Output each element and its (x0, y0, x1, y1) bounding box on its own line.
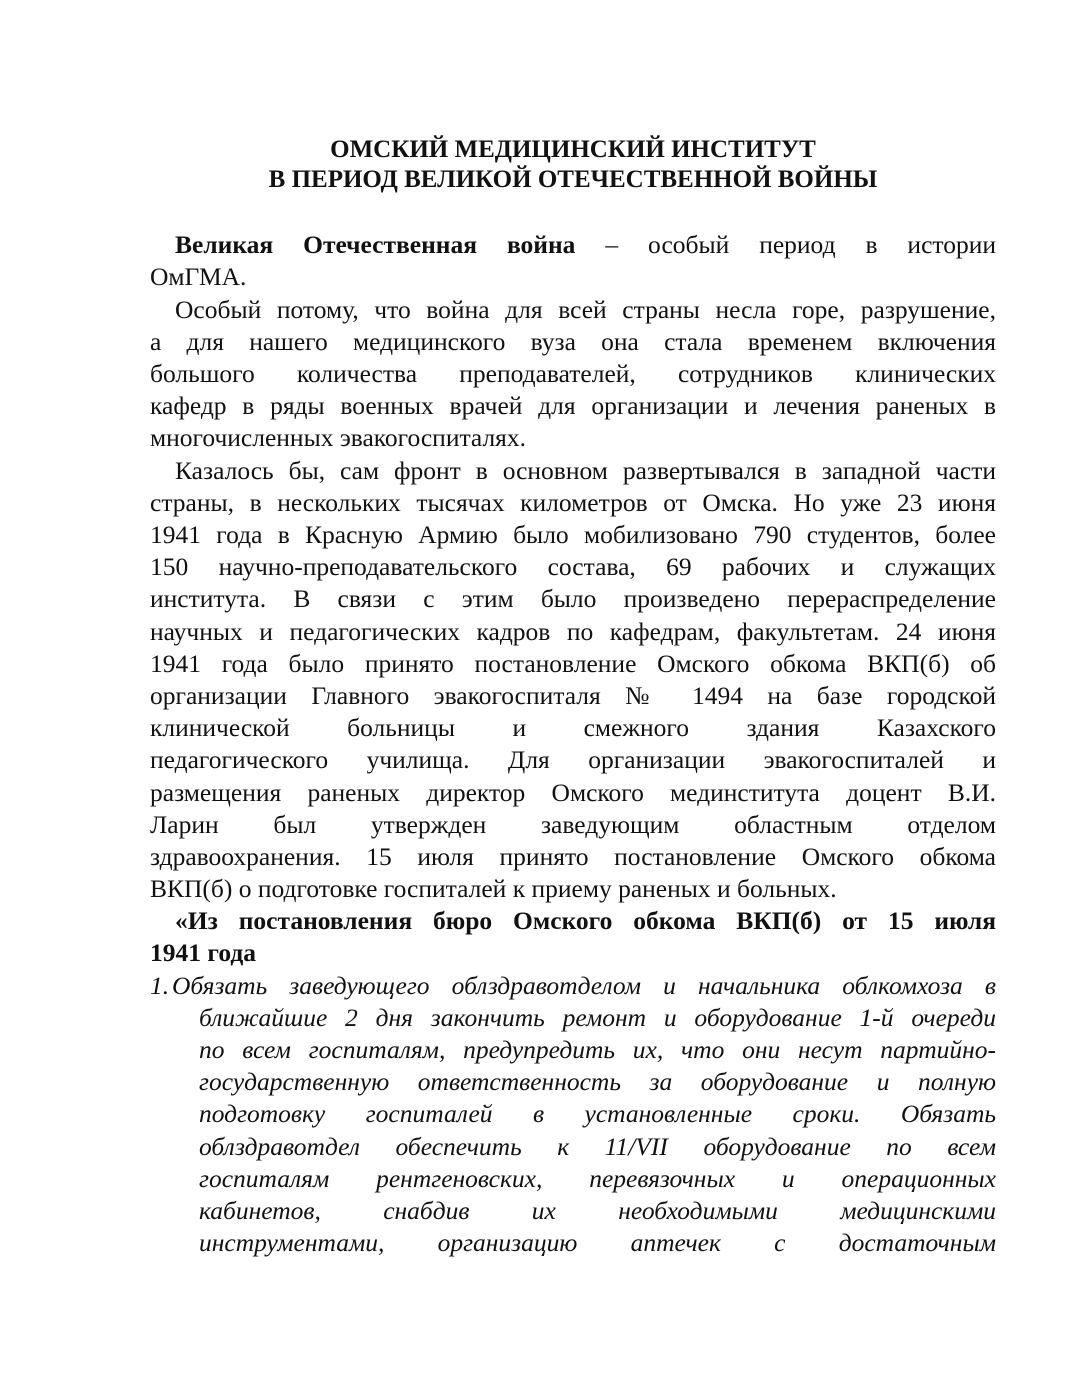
paragraph-1-rest: – особый период в истории (605, 230, 997, 259)
paragraph-3-line: здравоохранения. 15 июля принято постановление Омского обкома (150, 842, 996, 871)
list-item-line: ближайшие 2 дня закончить ремонт и оборудование 1-й очереди (199, 1003, 996, 1032)
page-title (150, 135, 996, 195)
quote-heading-line: «Из постановления бюро Омского обкома ВКП(б) от 15 июля (175, 906, 996, 935)
paragraph-2-line: Особый потому, что война для всей страны несла горе, разрушение, (175, 295, 996, 324)
title-line-2: В ПЕРИОД ВЕЛИКОЙ ОТЕЧЕСТВЕННОЙ ВОЙНЫ (268, 166, 878, 193)
paragraph-3-line: 150 научно-преподавательского состава, 69 рабочих и служащих (150, 552, 996, 581)
paragraph-3-line: Ларин был утвержден заведующим областным отделом (150, 810, 996, 839)
paragraph-3-line: 1941 года было принято постановление Омского обкома ВКП(б) об (150, 649, 996, 678)
paragraph-1-bold-phrase: Великая Отечественная война (175, 230, 576, 259)
paragraph-3-line: научных и педагогических кадров по кафедрам, факультетам. 24 июня (150, 617, 996, 646)
list-item-line: подготовку госпиталей в установленные сроки. Обязать (199, 1099, 996, 1128)
paragraph-3-line: организации Главного эвакогоспиталя № 1494 на базе городской (150, 681, 996, 710)
paragraph-3-line: Казалось бы, сам фронт в основном развертывался в западной части (175, 456, 996, 485)
quote-heading-line: 1941 года (150, 938, 256, 967)
list-item-first-line (150, 970, 996, 1002)
paragraph-1-line-2: ОмГМА. (150, 262, 247, 291)
paragraph-3-line: размещения раненых директор Омского мединститута доцент В.И. (150, 778, 996, 807)
list-item-line: кабинетов, снабдив их необходимыми медицинскими (199, 1196, 996, 1225)
paragraph-3-line: педагогического училища. Для организации эвакогоспиталей и (150, 745, 996, 774)
list-item-line: инструментами, организацию аптечек с достаточным (199, 1228, 996, 1257)
list-item-text: Обязать заведующего облздравотделом и начальника облкомхоза в (172, 971, 996, 1000)
paragraph-2-line: а для нашего медицинского вуза она стала временем включения (150, 327, 996, 356)
paragraph-3-line: клинической больницы и смежного здания Казахского (150, 713, 996, 742)
paragraph-3-line: 1941 года в Красную Армию было мобилизовано 790 студентов, более (150, 520, 996, 549)
title-line-1: ОМСКИЙ МЕДИЦИНСКИЙ ИНСТИТУТ (330, 136, 816, 163)
paragraph-2-line: большого количества преподавателей, сотрудников клинических (150, 359, 996, 388)
paragraph-3-line: страны, в нескольких тысячах километров от Омска. Но уже 23 июня (150, 488, 996, 517)
paragraph-2-line: кафедр в ряды военных врачей для организации и лечения раненых в (150, 391, 996, 420)
list-item-line: по всем госпиталям, предупредить их, что они несут партийно- (199, 1035, 996, 1064)
list-item-line: государственную ответственность за оборудование и полную (199, 1067, 996, 1096)
paragraph-1-line-1 (175, 229, 996, 261)
list-item-line: облздравотдел обеспечить к 11/VII оборудование по всем (199, 1132, 996, 1161)
list-item-number: 1. (150, 971, 170, 1000)
list-item-line: госпиталям рентгеновских, перевязочных и операционных (199, 1164, 996, 1193)
paragraph-2-line: многочисленных эвакогоспиталях. (150, 423, 527, 452)
paragraph-3-line: ВКП(б) о подготовке госпиталей к приему раненых и больных. (150, 874, 837, 903)
paragraph-3-line: института. В связи с этим было произведено перераспределение (150, 584, 996, 613)
